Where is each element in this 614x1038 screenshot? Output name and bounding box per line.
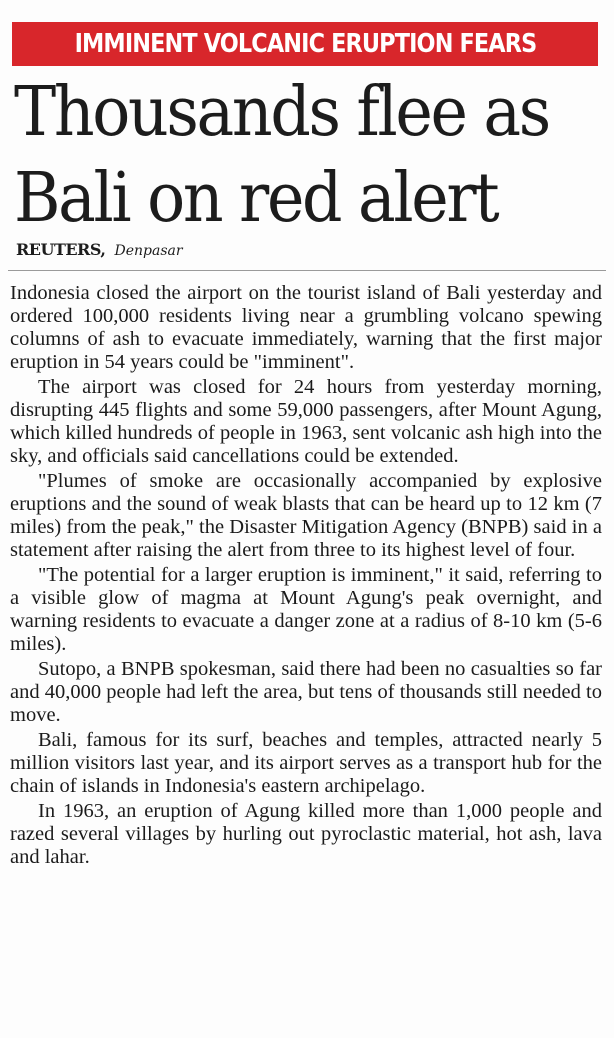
headline (14, 70, 604, 242)
kicker-banner (12, 22, 598, 66)
headline-line-1: Thousands flee as (14, 73, 549, 152)
divider (8, 270, 606, 271)
article-paragraph: "Plumes of smoke are occasionally accompanied by explosive eruptions and the sound of weak blasts that can be heard up to 12 km (7 miles) from the peak," the Disaster Mitigation Agency (BNPB) said in a statement after raising the alert from three to its highest level of four. (10, 470, 602, 561)
article-paragraph: Bali, famous for its surf, beaches and temples, attracted nearly 5 million visitors last year, and its airport serves as a transport hub for the chain of islands in Indonesia's eastern archipelago. (10, 729, 602, 797)
article-paragraph: "The potential for a larger eruption is imminent," it said, referring to a visible glow of magma at Mount Agung's peak overnight, and warning residents to evacuate a danger zone at a radius of 8-10 km (5-6 miles). (10, 564, 602, 655)
byline (16, 238, 183, 263)
article-paragraph: The airport was closed for 24 hours from yesterday morning, disrupting 445 flights and some 59,000 passengers, after Mount Agung, which killed hundreds of people in 1963, sent volcanic ash high into the sky, and officials said cancellations could be extended. (10, 376, 602, 467)
article-paragraph: Sutopo, a BNPB spokesman, said there had been no casualties so far and 40,000 people had left the area, but tens of thousands still needed to move. (10, 658, 602, 726)
article-paragraph: In 1963, an eruption of Agung killed more than 1,000 people and razed several villages by hurling out pyroclastic material, hot ash, lava and lahar. (10, 800, 602, 868)
article-paragraph: Indonesia closed the airport on the tourist island of Bali yesterday and ordered 100,000 residents living near a grumbling volcano spewing columns of ash to evacuate immediately, warning that the first major eruption in 54 years could be "imminent". (10, 282, 602, 373)
byline-place: Denpasar (114, 243, 183, 259)
headline-line-2: Bali on red alert (14, 159, 498, 238)
byline-agency: REUTERS, (16, 240, 106, 259)
article-body (10, 282, 602, 871)
kicker-text: IMMINENT VOLCANIC ERUPTION FEARS (74, 29, 536, 59)
